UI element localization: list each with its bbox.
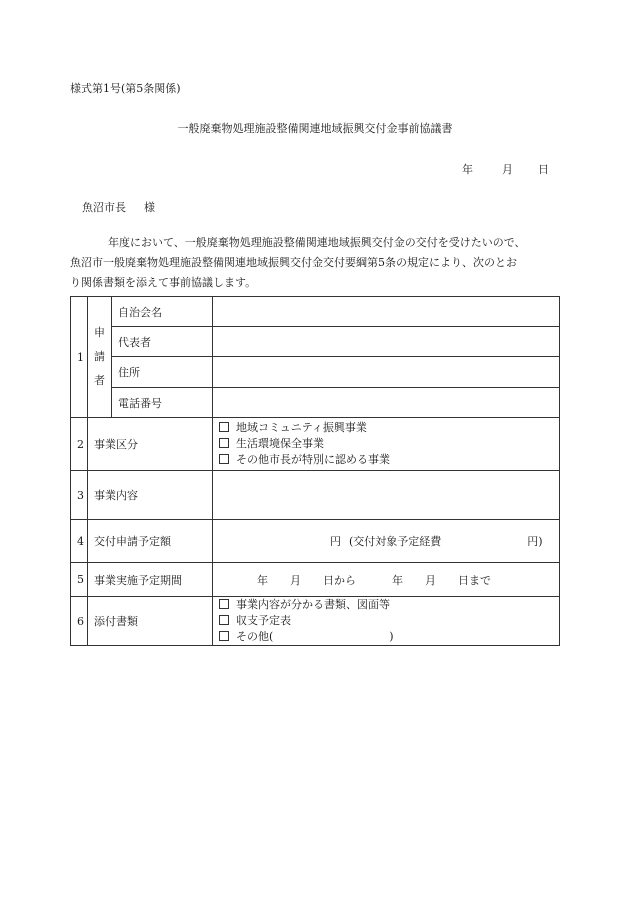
document-title: 一般廃棄物処理施設整備関連地域振興交付金事前協議書 xyxy=(177,122,453,135)
association-name-field[interactable] xyxy=(213,297,560,327)
attachment-options xyxy=(213,597,560,646)
date-month-label: 月 xyxy=(502,163,513,176)
attachment-option-other[interactable] xyxy=(219,629,553,645)
phone-field[interactable] xyxy=(213,388,560,418)
eligible-cost-close: 円) xyxy=(527,535,543,548)
content-field[interactable] xyxy=(213,471,560,520)
table-row xyxy=(71,520,560,563)
field-label-category: 事業区分 xyxy=(88,418,213,471)
field-label-phone: 電話番号 xyxy=(112,388,213,418)
address-field[interactable] xyxy=(213,357,560,388)
row-number: 1 xyxy=(71,297,88,418)
table-row xyxy=(71,471,560,520)
representative-field[interactable] xyxy=(213,327,560,357)
field-label-period: 事業実施予定期間 xyxy=(88,563,213,597)
period-end-until: 日まで xyxy=(458,573,491,587)
table-row xyxy=(71,563,560,597)
applicant-char: 請 xyxy=(94,350,105,363)
table-row xyxy=(71,327,560,357)
eligible-cost-open: (交付対象予定経費 xyxy=(349,535,442,548)
field-label-amount: 交付申請予定額 xyxy=(88,520,213,563)
date-year-label: 年 xyxy=(462,163,473,176)
row-number: 2 xyxy=(71,418,88,471)
option-label: その他( xyxy=(236,630,274,643)
attachment-option-budget[interactable] xyxy=(219,613,553,629)
checkbox-icon[interactable] xyxy=(219,599,229,609)
table-row xyxy=(71,418,560,471)
row-number: 4 xyxy=(71,520,88,563)
recipient xyxy=(82,199,155,215)
consultation-table xyxy=(70,296,560,646)
body-text xyxy=(70,233,560,293)
field-label-attachments: 添付書類 xyxy=(88,597,213,646)
recipient-honorific: 様 xyxy=(144,201,155,214)
option-close-paren: ) xyxy=(389,630,394,643)
field-label-address: 住所 xyxy=(112,357,213,388)
option-label: 事業内容が分かる書類、図面等 xyxy=(236,598,390,611)
field-label-content: 事業内容 xyxy=(88,471,213,520)
option-label: 収支予定表 xyxy=(236,614,291,627)
period-start-month: 月 xyxy=(290,573,301,587)
option-label: 生活環境保全事業 xyxy=(236,437,324,450)
category-option-community[interactable] xyxy=(219,420,553,436)
field-label-representative: 代表者 xyxy=(112,327,213,357)
body-line-1: 年度において、一般廃棄物処理施設整備関連地域振興交付金の交付を受けたいので、 xyxy=(108,236,526,249)
category-option-other[interactable] xyxy=(219,452,553,468)
period-end-month: 月 xyxy=(425,573,436,587)
date-day-label: 日 xyxy=(538,163,549,176)
row-number: 6 xyxy=(71,597,88,646)
amount-field[interactable] xyxy=(213,520,560,563)
option-label: その他市長が特別に認める事業 xyxy=(236,453,390,466)
recipient-name: 魚沼市長 xyxy=(82,201,126,214)
field-label-association: 自治会名 xyxy=(112,297,213,327)
period-field[interactable] xyxy=(213,563,560,597)
row-number: 3 xyxy=(71,471,88,520)
row-number: 5 xyxy=(71,563,88,597)
period-end-year: 年 xyxy=(392,573,403,587)
period-start-year: 年 xyxy=(257,573,268,587)
table-row xyxy=(71,357,560,388)
applicant-char: 者 xyxy=(94,374,105,387)
yen-unit: 円 xyxy=(330,535,341,548)
category-option-environment[interactable] xyxy=(219,436,553,452)
checkbox-icon[interactable] xyxy=(219,438,229,448)
applicant-char: 申 xyxy=(94,326,105,339)
option-label: 地域コミュニティ振興事業 xyxy=(236,421,367,434)
category-options xyxy=(213,418,560,471)
applicant-label xyxy=(88,297,112,418)
attachment-option-documents[interactable] xyxy=(219,597,553,613)
checkbox-icon[interactable] xyxy=(219,422,229,432)
checkbox-icon[interactable] xyxy=(219,454,229,464)
form-number: 様式第1号(第5条関係) xyxy=(70,82,181,95)
table-row xyxy=(71,597,560,646)
body-line-3: り関係書類を添えて事前協議します。 xyxy=(70,276,257,289)
table-row xyxy=(71,297,560,327)
checkbox-icon[interactable] xyxy=(219,615,229,625)
body-line-2: 魚沼市一般廃棄物処理施設整備関連地域振興交付金交付要綱第5条の規定により、次のとお xyxy=(70,256,517,269)
checkbox-icon[interactable] xyxy=(219,631,229,641)
table-row xyxy=(71,388,560,418)
period-start-from: 日から xyxy=(323,573,356,587)
